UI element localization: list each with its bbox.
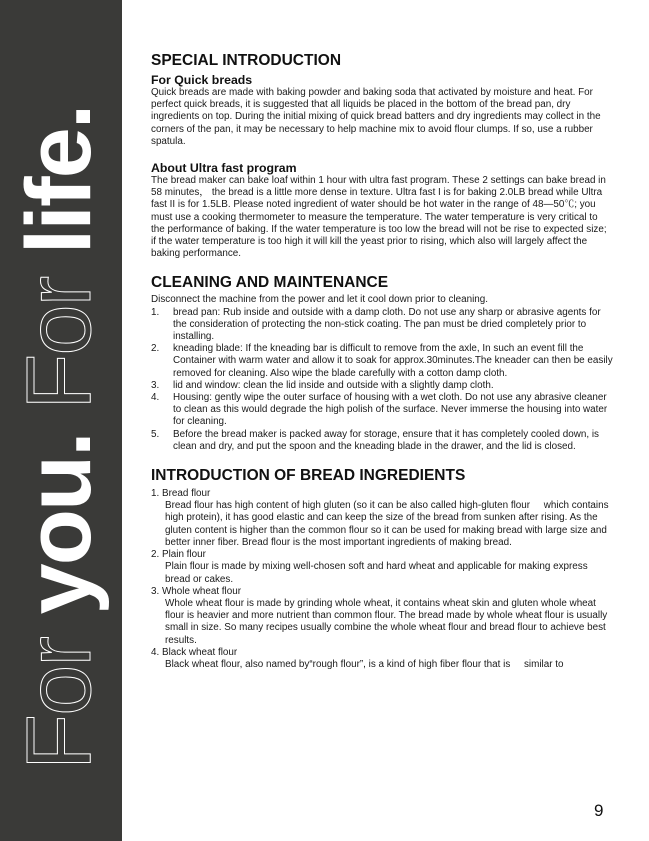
cleaning-intro: Disconnect the machine from the power and let it cool down prior to cleaning. xyxy=(151,294,489,306)
item-number: 3. xyxy=(151,379,160,391)
quick-breads-heading: For Quick breads xyxy=(151,73,253,87)
list-item xyxy=(151,429,613,453)
list-item xyxy=(151,380,613,392)
slogan-for-2: For xyxy=(8,254,110,434)
ingredient-heading: 4. Black wheat flour xyxy=(151,646,238,658)
cleaning-list xyxy=(151,307,613,453)
ingredient-text: Black wheat flour, also named by“rough flour”, is a kind of high fiber flour that is similar to xyxy=(165,658,564,670)
list-item xyxy=(151,307,613,344)
ingredient-heading: 2. Plain flour xyxy=(151,549,206,561)
slogan-for: For xyxy=(8,614,110,770)
cleaning-title: CLEANING AND MAINTENANCE xyxy=(151,274,389,292)
page-number: 9 xyxy=(594,801,604,820)
slogan-you: you xyxy=(8,456,110,615)
list-item xyxy=(151,343,613,380)
item-number: 4. xyxy=(151,392,160,404)
item-number: 5. xyxy=(151,428,160,440)
item-number: 2. xyxy=(151,343,160,355)
special-title: SPECIAL INTRODUCTION xyxy=(151,52,342,69)
ingredient-text: Plain flour is made by mixing well-chosen soft and hard wheat and applicable for making express bread or cakes. xyxy=(165,561,588,585)
ingredient-heading: 3. Whole wheat flour xyxy=(151,585,242,597)
sidebar-band xyxy=(0,0,122,841)
ingredient-text: Bread flour has high content of high gluten (so it can be also called high-gluten flour which contains high protein), it has good elastic and can keep the size of the bread from sunken after rising. As the gluten content is higher than the common flour so it can be used for making bread with large size and better inner fiber. Bread flour is the most important ingredients of making bread. xyxy=(165,500,609,548)
item-text: lid and window: clean the lid inside and outside with a slightly damp cloth. xyxy=(173,379,494,391)
slogan-life: life xyxy=(8,129,110,255)
ingredient-text: Whole wheat flour is made by grinding whole wheat, it contains wheat skin and gluten whole wheat flour is heavier and more nutrient than common flour. The bread made by whole wheat flour is usually small in size. So many recipes usually combine the whole wheat flour and bread flour to achieve best results. xyxy=(165,597,608,646)
item-text: bread pan: Rub inside and outside with a damp cloth. Do not use any sharp or abrasive agents for the consideration of protecting the non-stick coating. The pan must be dried completely prior to installing. xyxy=(173,306,601,343)
page-content xyxy=(151,52,613,671)
slogan-dot: . xyxy=(8,433,110,457)
list-item xyxy=(151,392,613,429)
item-text: Housing: gently wipe the outer surface of housing with a wet cloth. Do not use any abrasive cleaner to clean as this would degrade the high polish of the surface. Never immerse the housing into water for cleaning. xyxy=(173,392,608,428)
ingredients-title: INTRODUCTION OF BREAD INGREDIENTS xyxy=(151,467,466,485)
slogan-dot-2: . xyxy=(8,105,110,130)
ultra-fast-text: The bread maker can bake loaf within 1 hour with ultra fast program. These 2 settings can bake bread in 58 minutes， the bread is a little more dense in texture. Ultra fast I is for baking 2.0LB bread while Ultra fast II is for 1.5LB. Please noted ingredient of water should be hot water in the range of 48—50℃; you must use a cooking thermometer to measure the temperature. The water temperature is very critical to the performance of baking. If the water temperature is too low the bread will not be rise to expected size; if the water temperature is too high it will kill the yeast prior to rising, which also will largely affect the baking performance. xyxy=(151,175,607,260)
brand-slogan xyxy=(4,0,114,770)
item-text: kneading blade: If the kneading bar is difficult to remove from the axle, In such an event fill the Container with warm water and allow it to soak for approx.30minutes.The kneader can then be easily removed for cleaning. Also wipe the blade carefully with a cotton damp cloth. xyxy=(173,343,613,379)
ingredient-heading: 1. Bread flour xyxy=(151,488,211,500)
ultra-fast-heading: About Ultra fast program xyxy=(151,161,297,176)
item-text: Before the bread maker is packed away for storage, ensure that it has completely cooled down, is clean and dry, and put the spoon and the kneading blade in the drawer, and the lid is closed. xyxy=(173,428,599,452)
quick-breads-text: Quick breads are made with baking powder and baking soda that activated by moisture and heat. For perfect quick breads, it is suggested that all liquids be placed in the bottom of the bread pan, dry ingredients on top. During the initial mixing of quick bread batters and dry ingredients may collect in the corners of the pan, it may be necessary to help machine mix to avoid flour clumps. If so, use a rubber spatula. xyxy=(151,87,601,147)
item-number: 1. xyxy=(151,306,160,318)
ingredients-list xyxy=(151,488,613,671)
